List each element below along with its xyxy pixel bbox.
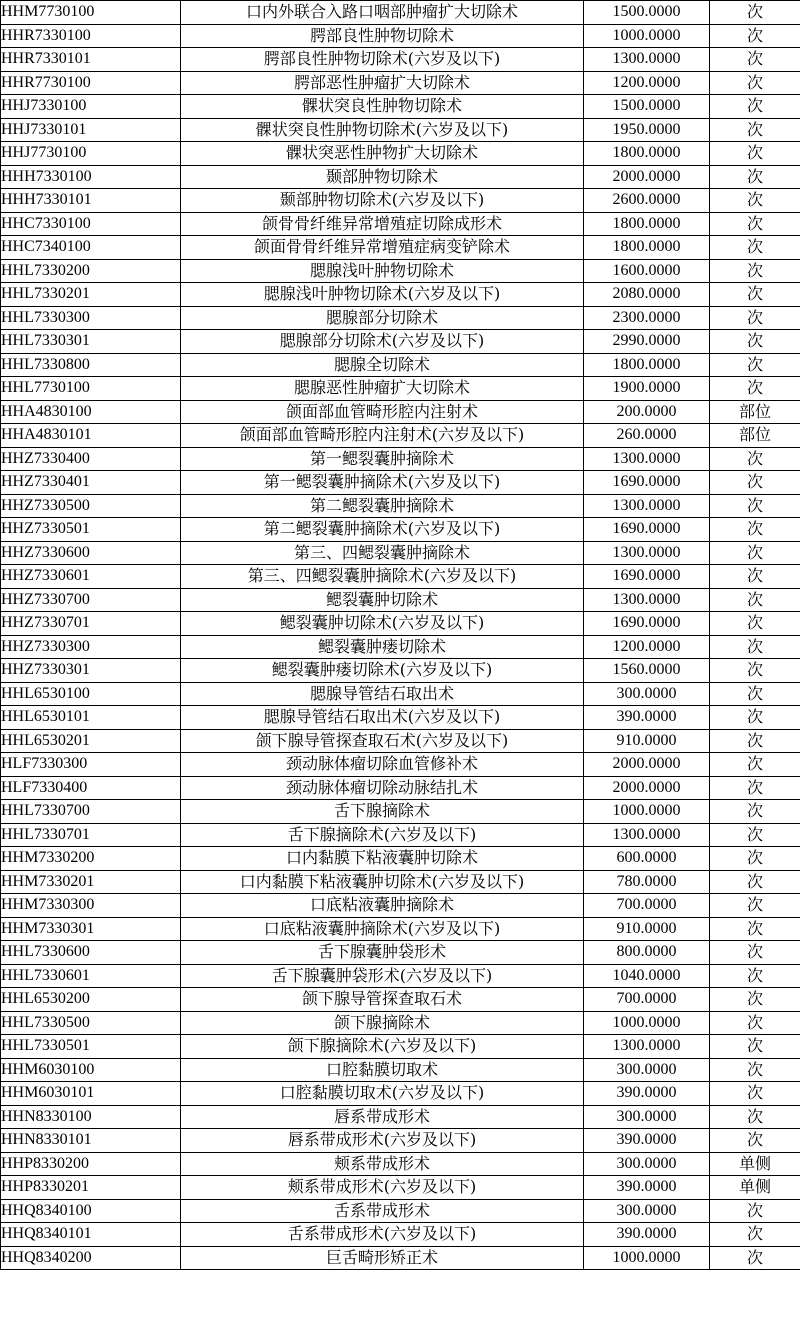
item-code-cell: HHN8330100 — [1, 1105, 181, 1129]
table-row — [1, 95, 800, 119]
table-row — [1, 1246, 800, 1270]
item-name-cell: 鳃裂囊肿切除术(六岁及以下) — [181, 612, 584, 636]
item-name-cell: 腮腺部分切除术(六岁及以下) — [181, 330, 584, 354]
item-price-cell: 2000.0000 — [584, 165, 710, 189]
item-unit-cell: 次 — [710, 870, 800, 894]
item-unit-cell: 次 — [710, 189, 800, 213]
item-unit-cell: 次 — [710, 541, 800, 565]
item-name-cell: 舌系带成形术(六岁及以下) — [181, 1223, 584, 1247]
table-row — [1, 1176, 800, 1200]
item-price-cell: 390.0000 — [584, 1129, 710, 1153]
item-code-cell: HHJ7330100 — [1, 95, 181, 119]
item-unit-cell: 次 — [710, 588, 800, 612]
item-code-cell: HHH7330101 — [1, 189, 181, 213]
table-row — [1, 494, 800, 518]
item-code-cell: HHZ7330601 — [1, 565, 181, 589]
item-price-cell: 910.0000 — [584, 917, 710, 941]
item-unit-cell: 次 — [710, 706, 800, 730]
item-unit-cell: 次 — [710, 1, 800, 25]
item-unit-cell: 次 — [710, 471, 800, 495]
item-unit-cell: 次 — [710, 800, 800, 824]
item-price-cell: 2990.0000 — [584, 330, 710, 354]
table-row — [1, 471, 800, 495]
table-row — [1, 447, 800, 471]
item-code-cell: HHQ8340100 — [1, 1199, 181, 1223]
item-code-cell: HHR7730100 — [1, 71, 181, 95]
item-price-cell: 1000.0000 — [584, 800, 710, 824]
item-unit-cell: 次 — [710, 729, 800, 753]
item-price-cell: 1300.0000 — [584, 494, 710, 518]
table-row — [1, 917, 800, 941]
item-code-cell: HHL7330301 — [1, 330, 181, 354]
item-code-cell: HLF7330400 — [1, 776, 181, 800]
item-price-cell: 1500.0000 — [584, 1, 710, 25]
item-code-cell: HHL7330501 — [1, 1035, 181, 1059]
table-row — [1, 659, 800, 683]
item-unit-cell: 次 — [710, 494, 800, 518]
item-code-cell: HHL7330800 — [1, 353, 181, 377]
item-name-cell: 舌系带成形术 — [181, 1199, 584, 1223]
item-code-cell: HHL7330701 — [1, 823, 181, 847]
table-row — [1, 400, 800, 424]
item-name-cell: 腮腺部分切除术 — [181, 306, 584, 330]
table-row — [1, 870, 800, 894]
item-code-cell: HHQ8340101 — [1, 1223, 181, 1247]
item-code-cell: HHM7330301 — [1, 917, 181, 941]
item-unit-cell: 次 — [710, 941, 800, 965]
item-price-cell: 1300.0000 — [584, 541, 710, 565]
table-row — [1, 118, 800, 142]
item-price-cell: 200.0000 — [584, 400, 710, 424]
item-code-cell: HHR7330100 — [1, 24, 181, 48]
item-name-cell: 口底粘液囊肿摘除术(六岁及以下) — [181, 917, 584, 941]
item-name-cell: 颌下腺摘除术(六岁及以下) — [181, 1035, 584, 1059]
table-row — [1, 165, 800, 189]
item-unit-cell: 次 — [710, 1199, 800, 1223]
item-name-cell: 腮腺恶性肿瘤扩大切除术 — [181, 377, 584, 401]
item-name-cell: 颞部肿物切除术 — [181, 165, 584, 189]
item-price-cell: 300.0000 — [584, 1058, 710, 1082]
fee-table-body — [1, 1, 800, 1270]
item-unit-cell: 次 — [710, 353, 800, 377]
item-price-cell: 800.0000 — [584, 941, 710, 965]
item-name-cell: 舌下腺摘除术(六岁及以下) — [181, 823, 584, 847]
item-name-cell: 颈动脉体瘤切除动脉结扎术 — [181, 776, 584, 800]
item-unit-cell: 单侧 — [710, 1176, 800, 1200]
item-unit-cell: 次 — [710, 565, 800, 589]
item-code-cell: HHM6030100 — [1, 1058, 181, 1082]
item-price-cell: 300.0000 — [584, 1105, 710, 1129]
item-name-cell: 口腔黏膜切取术(六岁及以下) — [181, 1082, 584, 1106]
item-name-cell: 舌下腺囊肿袋形术(六岁及以下) — [181, 964, 584, 988]
item-unit-cell: 次 — [710, 964, 800, 988]
item-unit-cell: 次 — [710, 1105, 800, 1129]
item-name-cell: 舌下腺囊肿袋形术 — [181, 941, 584, 965]
item-unit-cell: 部位 — [710, 400, 800, 424]
item-unit-cell: 次 — [710, 518, 800, 542]
item-name-cell: 口内黏膜下粘液囊肿切除术(六岁及以下) — [181, 870, 584, 894]
item-price-cell: 1950.0000 — [584, 118, 710, 142]
item-name-cell: 髁状突良性肿物切除术(六岁及以下) — [181, 118, 584, 142]
table-row — [1, 1, 800, 25]
item-price-cell: 1000.0000 — [584, 1246, 710, 1270]
item-name-cell: 第三、四鳃裂囊肿摘除术(六岁及以下) — [181, 565, 584, 589]
table-row — [1, 24, 800, 48]
item-price-cell: 1800.0000 — [584, 142, 710, 166]
item-name-cell: 巨舌畸形矫正术 — [181, 1246, 584, 1270]
item-price-cell: 1690.0000 — [584, 471, 710, 495]
item-unit-cell: 次 — [710, 259, 800, 283]
table-row — [1, 353, 800, 377]
item-price-cell: 1040.0000 — [584, 964, 710, 988]
item-name-cell: 第一鳃裂囊肿摘除术(六岁及以下) — [181, 471, 584, 495]
item-code-cell: HLF7330300 — [1, 753, 181, 777]
item-name-cell: 鳃裂囊肿切除术 — [181, 588, 584, 612]
item-code-cell: HHA4830101 — [1, 424, 181, 448]
item-code-cell: HHL6530100 — [1, 682, 181, 706]
item-price-cell: 1690.0000 — [584, 612, 710, 636]
item-price-cell: 600.0000 — [584, 847, 710, 871]
item-name-cell: 口内黏膜下粘液囊肿切除术 — [181, 847, 584, 871]
item-price-cell: 2080.0000 — [584, 283, 710, 307]
item-code-cell: HHJ7330101 — [1, 118, 181, 142]
item-code-cell: HHM7330201 — [1, 870, 181, 894]
item-price-cell: 1800.0000 — [584, 353, 710, 377]
table-row — [1, 189, 800, 213]
item-name-cell: 颊系带成形术 — [181, 1152, 584, 1176]
item-price-cell: 1300.0000 — [584, 48, 710, 72]
item-unit-cell: 次 — [710, 95, 800, 119]
table-row — [1, 988, 800, 1012]
item-code-cell: HHZ7330500 — [1, 494, 181, 518]
item-unit-cell: 次 — [710, 776, 800, 800]
table-row — [1, 800, 800, 824]
item-code-cell: HHL7330201 — [1, 283, 181, 307]
item-name-cell: 颌骨骨纤维异常增殖症切除成形术 — [181, 212, 584, 236]
item-name-cell: 腭部良性肿物切除术(六岁及以下) — [181, 48, 584, 72]
item-code-cell: HHL7330601 — [1, 964, 181, 988]
item-code-cell: HHZ7330301 — [1, 659, 181, 683]
item-name-cell: 颞部肿物切除术(六岁及以下) — [181, 189, 584, 213]
item-name-cell: 颌下腺导管探查取石术(六岁及以下) — [181, 729, 584, 753]
item-name-cell: 髁状突恶性肿物扩大切除术 — [181, 142, 584, 166]
item-price-cell: 2600.0000 — [584, 189, 710, 213]
item-price-cell: 1560.0000 — [584, 659, 710, 683]
table-row — [1, 236, 800, 260]
item-name-cell: 腭部良性肿物切除术 — [181, 24, 584, 48]
item-price-cell: 300.0000 — [584, 1152, 710, 1176]
table-row — [1, 964, 800, 988]
item-name-cell: 髁状突良性肿物切除术 — [181, 95, 584, 119]
item-unit-cell: 次 — [710, 1058, 800, 1082]
table-row — [1, 71, 800, 95]
item-name-cell: 颊系带成形术(六岁及以下) — [181, 1176, 584, 1200]
item-unit-cell: 次 — [710, 330, 800, 354]
item-unit-cell: 次 — [710, 847, 800, 871]
table-row — [1, 682, 800, 706]
item-name-cell: 鳃裂囊肿瘘切除术 — [181, 635, 584, 659]
item-name-cell: 第三、四鳃裂囊肿摘除术 — [181, 541, 584, 565]
item-code-cell: HHL7330700 — [1, 800, 181, 824]
item-name-cell: 颈动脉体瘤切除血管修补术 — [181, 753, 584, 777]
item-name-cell: 颌下腺摘除术 — [181, 1011, 584, 1035]
item-unit-cell: 次 — [710, 894, 800, 918]
item-price-cell: 390.0000 — [584, 706, 710, 730]
item-unit-cell: 部位 — [710, 424, 800, 448]
table-row — [1, 565, 800, 589]
item-code-cell: HHN8330101 — [1, 1129, 181, 1153]
table-row — [1, 1035, 800, 1059]
item-price-cell: 1200.0000 — [584, 71, 710, 95]
item-unit-cell: 次 — [710, 917, 800, 941]
item-unit-cell: 次 — [710, 118, 800, 142]
item-price-cell: 1000.0000 — [584, 24, 710, 48]
item-code-cell: HHH7330100 — [1, 165, 181, 189]
table-row — [1, 518, 800, 542]
table-row — [1, 941, 800, 965]
item-unit-cell: 次 — [710, 377, 800, 401]
table-row — [1, 212, 800, 236]
table-row — [1, 635, 800, 659]
table-row — [1, 48, 800, 72]
item-name-cell: 颌面部血管畸形腔内注射术 — [181, 400, 584, 424]
item-unit-cell: 次 — [710, 1246, 800, 1270]
table-row — [1, 1105, 800, 1129]
item-price-cell: 1200.0000 — [584, 635, 710, 659]
table-row — [1, 706, 800, 730]
item-unit-cell: 次 — [710, 612, 800, 636]
item-price-cell: 2000.0000 — [584, 776, 710, 800]
table-row — [1, 1223, 800, 1247]
item-unit-cell: 次 — [710, 24, 800, 48]
item-price-cell: 1800.0000 — [584, 212, 710, 236]
table-row — [1, 142, 800, 166]
item-unit-cell: 次 — [710, 682, 800, 706]
item-price-cell: 700.0000 — [584, 988, 710, 1012]
item-unit-cell: 次 — [710, 635, 800, 659]
item-unit-cell: 单侧 — [710, 1152, 800, 1176]
item-name-cell: 鳃裂囊肿瘘切除术(六岁及以下) — [181, 659, 584, 683]
item-name-cell: 舌下腺摘除术 — [181, 800, 584, 824]
item-price-cell: 300.0000 — [584, 682, 710, 706]
item-name-cell: 第二鳃裂囊肿摘除术 — [181, 494, 584, 518]
table-row — [1, 1058, 800, 1082]
item-code-cell: HHJ7730100 — [1, 142, 181, 166]
item-name-cell: 第一鳃裂囊肿摘除术 — [181, 447, 584, 471]
item-name-cell: 口底粘液囊肿摘除术 — [181, 894, 584, 918]
item-unit-cell: 次 — [710, 659, 800, 683]
table-row — [1, 306, 800, 330]
table-row — [1, 894, 800, 918]
item-price-cell: 390.0000 — [584, 1176, 710, 1200]
item-code-cell: HHC7340100 — [1, 236, 181, 260]
item-code-cell: HHM7730100 — [1, 1, 181, 25]
item-code-cell: HHL6530101 — [1, 706, 181, 730]
table-row — [1, 1129, 800, 1153]
table-row — [1, 1199, 800, 1223]
item-code-cell: HHM6030101 — [1, 1082, 181, 1106]
item-unit-cell: 次 — [710, 283, 800, 307]
item-name-cell: 腮腺导管结石取出术(六岁及以下) — [181, 706, 584, 730]
item-code-cell: HHP8330200 — [1, 1152, 181, 1176]
item-code-cell: HHZ7330400 — [1, 447, 181, 471]
item-price-cell: 1600.0000 — [584, 259, 710, 283]
table-row — [1, 1152, 800, 1176]
item-name-cell: 颌下腺导管探查取石术 — [181, 988, 584, 1012]
item-code-cell: HHQ8340200 — [1, 1246, 181, 1270]
item-code-cell: HHZ7330600 — [1, 541, 181, 565]
table-row — [1, 588, 800, 612]
table-row — [1, 847, 800, 871]
item-price-cell: 390.0000 — [584, 1223, 710, 1247]
item-price-cell: 910.0000 — [584, 729, 710, 753]
item-unit-cell: 次 — [710, 306, 800, 330]
item-price-cell: 700.0000 — [584, 894, 710, 918]
item-price-cell: 2000.0000 — [584, 753, 710, 777]
table-row — [1, 729, 800, 753]
item-price-cell: 1900.0000 — [584, 377, 710, 401]
item-name-cell: 唇系带成形术 — [181, 1105, 584, 1129]
item-price-cell: 780.0000 — [584, 870, 710, 894]
table-row — [1, 259, 800, 283]
item-price-cell: 1300.0000 — [584, 823, 710, 847]
table-row — [1, 823, 800, 847]
item-unit-cell: 次 — [710, 142, 800, 166]
item-name-cell: 腮腺浅叶肿物切除术 — [181, 259, 584, 283]
item-code-cell: HHZ7330700 — [1, 588, 181, 612]
item-code-cell: HHL7330600 — [1, 941, 181, 965]
item-code-cell: HHZ7330501 — [1, 518, 181, 542]
item-unit-cell: 次 — [710, 1129, 800, 1153]
item-unit-cell: 次 — [710, 212, 800, 236]
item-code-cell: HHA4830100 — [1, 400, 181, 424]
table-row — [1, 776, 800, 800]
item-code-cell: HHL7330300 — [1, 306, 181, 330]
item-code-cell: HHL6530200 — [1, 988, 181, 1012]
item-unit-cell: 次 — [710, 823, 800, 847]
item-price-cell: 1690.0000 — [584, 565, 710, 589]
item-price-cell: 260.0000 — [584, 424, 710, 448]
item-name-cell: 颌面骨骨纤维异常增殖症病变铲除术 — [181, 236, 584, 260]
item-unit-cell: 次 — [710, 1035, 800, 1059]
item-name-cell: 腮腺全切除术 — [181, 353, 584, 377]
item-unit-cell: 次 — [710, 753, 800, 777]
item-code-cell: HHL6530201 — [1, 729, 181, 753]
item-unit-cell: 次 — [710, 48, 800, 72]
item-code-cell: HHL7330500 — [1, 1011, 181, 1035]
item-unit-cell: 次 — [710, 236, 800, 260]
item-unit-cell: 次 — [710, 447, 800, 471]
item-unit-cell: 次 — [710, 165, 800, 189]
table-row — [1, 541, 800, 565]
item-price-cell: 1500.0000 — [584, 95, 710, 119]
item-code-cell: HHZ7330401 — [1, 471, 181, 495]
item-unit-cell: 次 — [710, 71, 800, 95]
item-name-cell: 腮腺浅叶肿物切除术(六岁及以下) — [181, 283, 584, 307]
item-name-cell: 腮腺导管结石取出术 — [181, 682, 584, 706]
item-name-cell: 颌面部血管畸形腔内注射术(六岁及以下) — [181, 424, 584, 448]
table-row — [1, 753, 800, 777]
item-price-cell: 1800.0000 — [584, 236, 710, 260]
item-name-cell: 第二鳃裂囊肿摘除术(六岁及以下) — [181, 518, 584, 542]
item-code-cell: HHC7330100 — [1, 212, 181, 236]
item-code-cell: HHZ7330701 — [1, 612, 181, 636]
table-row — [1, 330, 800, 354]
table-row — [1, 1082, 800, 1106]
table-row — [1, 1011, 800, 1035]
item-code-cell: HHZ7330300 — [1, 635, 181, 659]
item-code-cell: HHP8330201 — [1, 1176, 181, 1200]
item-name-cell: 口内外联合入路口咽部肿瘤扩大切除术 — [181, 1, 584, 25]
item-price-cell: 2300.0000 — [584, 306, 710, 330]
item-code-cell: HHR7330101 — [1, 48, 181, 72]
item-price-cell: 1300.0000 — [584, 1035, 710, 1059]
item-unit-cell: 次 — [710, 1011, 800, 1035]
item-price-cell: 1690.0000 — [584, 518, 710, 542]
item-price-cell: 300.0000 — [584, 1199, 710, 1223]
item-price-cell: 390.0000 — [584, 1082, 710, 1106]
item-name-cell: 唇系带成形术(六岁及以下) — [181, 1129, 584, 1153]
item-price-cell: 1300.0000 — [584, 447, 710, 471]
table-row — [1, 283, 800, 307]
item-price-cell: 1000.0000 — [584, 1011, 710, 1035]
item-code-cell: HHL7730100 — [1, 377, 181, 401]
item-name-cell: 腭部恶性肿瘤扩大切除术 — [181, 71, 584, 95]
item-unit-cell: 次 — [710, 988, 800, 1012]
item-code-cell: HHM7330300 — [1, 894, 181, 918]
table-row — [1, 612, 800, 636]
item-code-cell: HHM7330200 — [1, 847, 181, 871]
item-unit-cell: 次 — [710, 1082, 800, 1106]
item-price-cell: 1300.0000 — [584, 588, 710, 612]
item-unit-cell: 次 — [710, 1223, 800, 1247]
item-code-cell: HHL7330200 — [1, 259, 181, 283]
item-name-cell: 口腔黏膜切取术 — [181, 1058, 584, 1082]
table-row — [1, 424, 800, 448]
table-row — [1, 377, 800, 401]
